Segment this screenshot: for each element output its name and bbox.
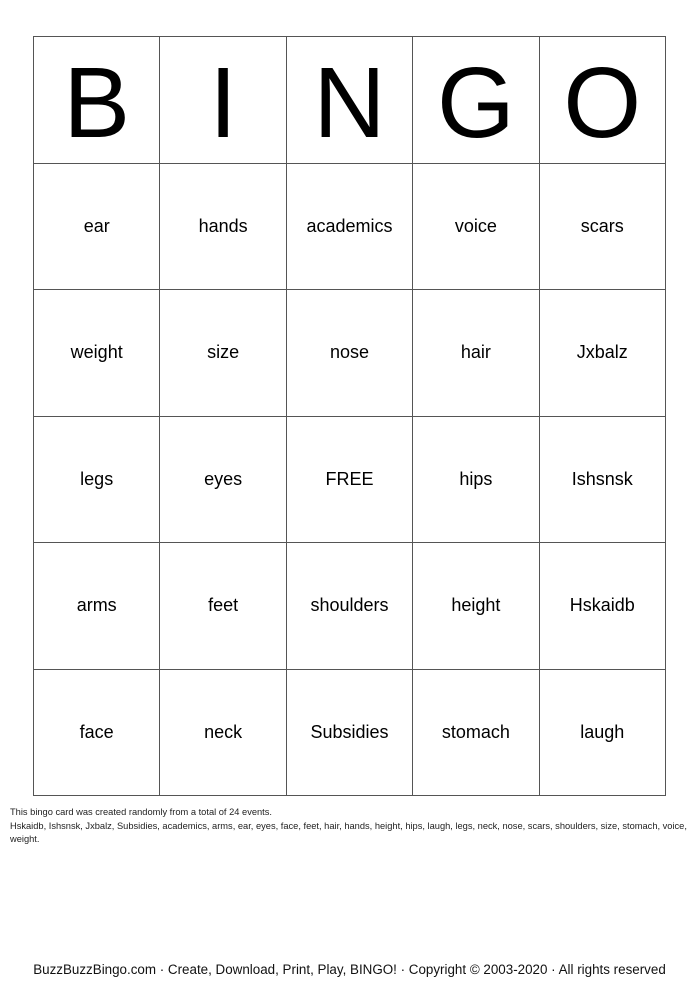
bingo-cell: Ishsnsk (540, 417, 666, 544)
bingo-cell: laugh (540, 670, 666, 797)
bingo-cell: face (34, 670, 160, 797)
bingo-cell: academics (287, 164, 413, 291)
bingo-cell: arms (34, 543, 160, 670)
bingo-cell: nose (287, 290, 413, 417)
header-letter-o: O (540, 37, 666, 164)
header-letter-n: N (287, 37, 413, 164)
bingo-cell: voice (413, 164, 539, 291)
footer-text: BuzzBuzzBingo.com · Create, Download, Print, Play, BINGO! · Copyright © 2003-2020 · All rights reserved (33, 962, 666, 977)
bingo-cell: shoulders (287, 543, 413, 670)
bingo-card (33, 36, 666, 796)
bingo-cell: hips (413, 417, 539, 544)
bingo-cell: scars (540, 164, 666, 291)
bingo-cell: Hskaidb (540, 543, 666, 670)
bingo-cell: Subsidies (287, 670, 413, 797)
bingo-cell: eyes (160, 417, 286, 544)
bingo-cell: stomach (413, 670, 539, 797)
bingo-cell: neck (160, 670, 286, 797)
bingo-cell: feet (160, 543, 286, 670)
bingo-cell: height (413, 543, 539, 670)
bingo-cell: legs (34, 417, 160, 544)
bingo-cell: size (160, 290, 286, 417)
bingo-cell: hands (160, 164, 286, 291)
bingo-cell: Jxbalz (540, 290, 666, 417)
bingo-cell: hair (413, 290, 539, 417)
events-list: Hskaidb, Ishsnsk, Jxbalz, Subsidies, academics, arms, ear, eyes, face, feet, hair, hands, height, hips, laugh, legs, neck, nose, scars, shoulders, size, stomach, voice, weight. (10, 820, 687, 844)
free-space-cell: FREE (287, 417, 413, 544)
card-info (10, 806, 695, 847)
header-letter-i: I (160, 37, 286, 164)
header-letter-g: G (413, 37, 539, 164)
header-letter-b: B (34, 37, 160, 164)
card-summary: This bingo card was created randomly from a total of 24 events. (10, 807, 272, 817)
bingo-cell: weight (34, 290, 160, 417)
bingo-cell: ear (34, 164, 160, 291)
